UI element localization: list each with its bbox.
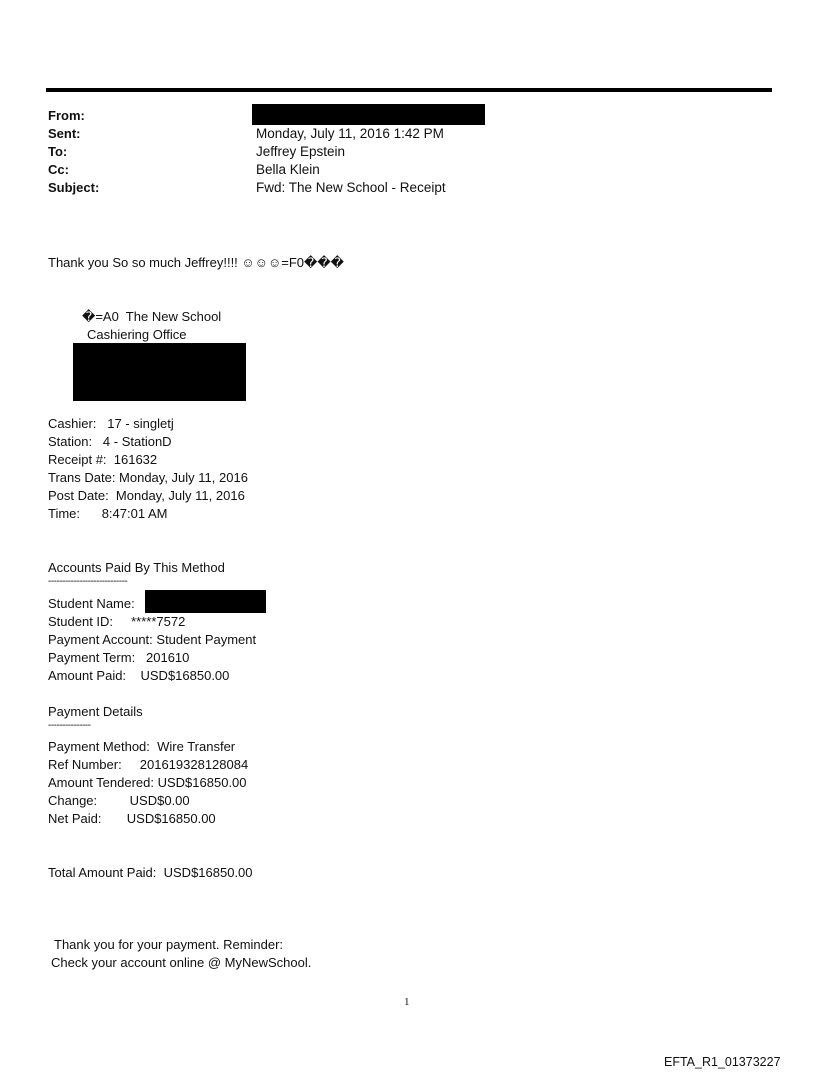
to-label: To: bbox=[48, 144, 68, 159]
time-line: Time: 8:47:01 AM bbox=[48, 506, 168, 521]
subject-label: Subject: bbox=[48, 180, 100, 195]
redacted-sender bbox=[252, 104, 485, 125]
net-paid-line: Net Paid: USD$16850.00 bbox=[48, 811, 216, 826]
payment-details-divider: --------------- bbox=[48, 720, 91, 731]
student-id-line: Student ID: *****7572 bbox=[48, 614, 186, 629]
ref-number-line: Ref Number: 201619328128084 bbox=[48, 757, 249, 772]
redacted-student-name bbox=[145, 590, 266, 613]
cc-value: Bella Klein bbox=[256, 162, 320, 177]
redacted-address bbox=[73, 343, 246, 401]
document-reference: EFTA_R1_01373227 bbox=[664, 1055, 781, 1069]
organization-line: �=A0 The New School bbox=[82, 309, 222, 324]
payment-method-line: Payment Method: Wire Transfer bbox=[48, 739, 236, 754]
payment-term-line: Payment Term: 201610 bbox=[48, 650, 190, 665]
check-account-line: Check your account online @ MyNewSchool. bbox=[51, 955, 312, 970]
payment-details-heading: Payment Details bbox=[48, 704, 143, 719]
amount-tendered-line: Amount Tendered: USD$16850.00 bbox=[48, 775, 247, 790]
from-label: From: bbox=[48, 108, 85, 123]
cashier-line: Cashier: 17 - singletj bbox=[48, 416, 174, 431]
header-rule bbox=[46, 88, 772, 92]
station-line: Station: 4 - StationD bbox=[48, 434, 172, 449]
receipt-number-line: Receipt #: 161632 bbox=[48, 452, 158, 467]
accounts-heading: Accounts Paid By This Method bbox=[48, 560, 225, 575]
office-line: Cashiering Office bbox=[87, 327, 187, 342]
trans-date-line: Trans Date: Monday, July 11, 2016 bbox=[48, 470, 248, 485]
sent-label: Sent: bbox=[48, 126, 81, 141]
greeting-text: Thank you So so much Jeffrey!!!! ☺☺☺=F0��� bbox=[48, 255, 344, 270]
total-amount-paid-line: Total Amount Paid: USD$16850.00 bbox=[48, 865, 253, 880]
amount-paid-line: Amount Paid: USD$16850.00 bbox=[48, 668, 230, 683]
change-line: Change: USD$0.00 bbox=[48, 793, 190, 808]
cc-label: Cc: bbox=[48, 162, 69, 177]
page-number: 1 bbox=[404, 996, 410, 1008]
payment-account-line: Payment Account: Student Payment bbox=[48, 632, 257, 647]
to-value: Jeffrey Epstein bbox=[256, 144, 346, 159]
post-date-line: Post Date: Monday, July 11, 2016 bbox=[48, 488, 245, 503]
sent-value: Monday, July 11, 2016 1:42 PM bbox=[256, 126, 444, 141]
student-name-label: Student Name: bbox=[48, 596, 135, 611]
accounts-divider: ---------------------------- bbox=[48, 576, 128, 587]
subject-value: Fwd: The New School - Receipt bbox=[256, 180, 446, 195]
thank-you-line: Thank you for your payment. Reminder: bbox=[54, 937, 284, 952]
